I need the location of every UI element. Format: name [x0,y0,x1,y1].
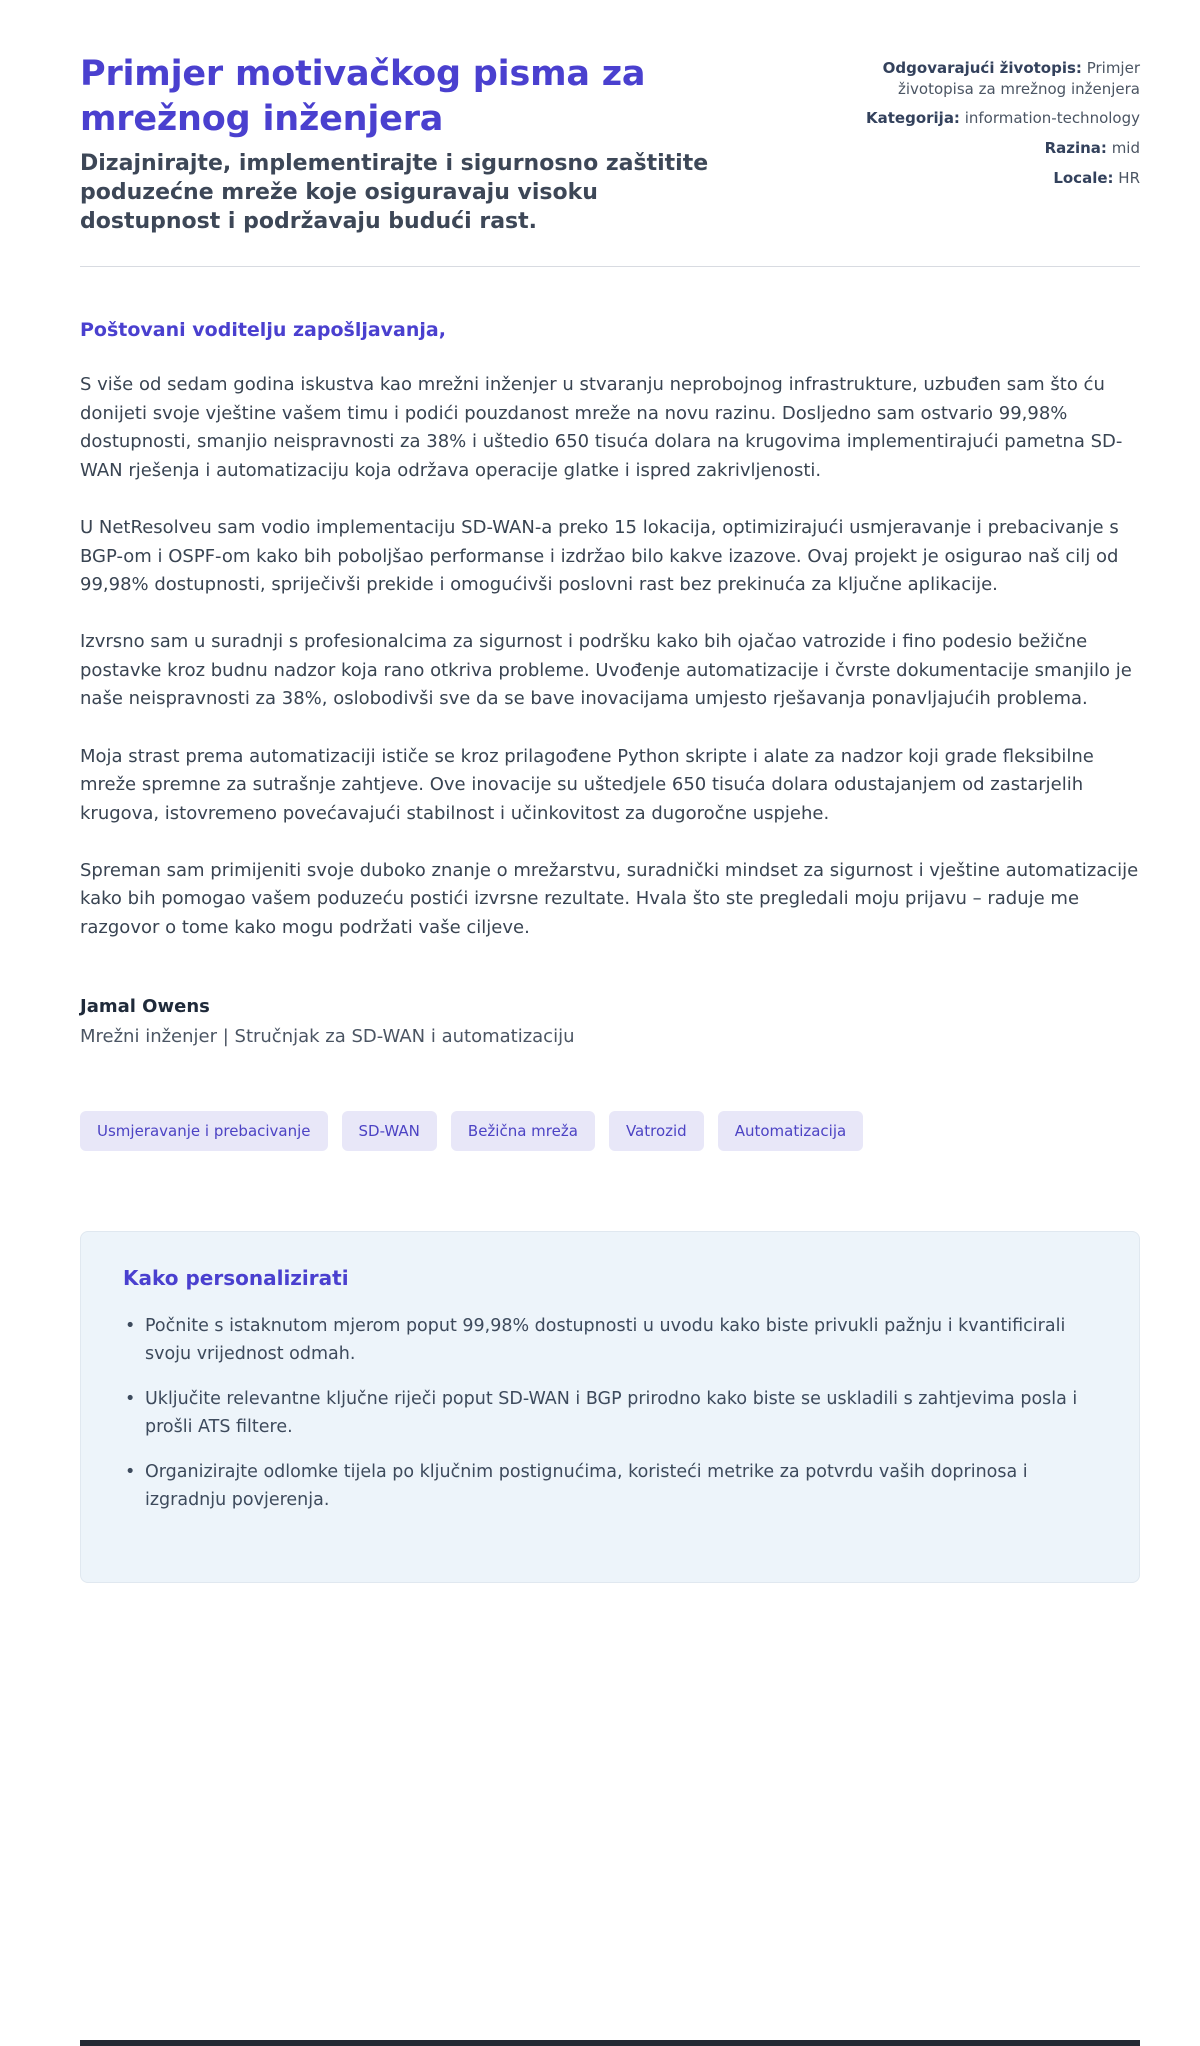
letter-paragraph: S više od sedam godina iskustva kao mrežni inženjer u stvaranju neprobojnog infrastrukture, uzbuđen sam što ću donijeti svoje vještine vašem timu i podići pouzdanost mreže na novu razinu. Dosljedno sam ostvario 99,98% dostupnosti, smanjio neispravnosti za 38% i uštedio 650 tisuća dolara na krugovima implementirajući pametna SD-WAN rješenja i automatizaciju koja održava operacije glatke i ispred zakrivljenosti. [80,374,1123,481]
personalization-tips-box [80,1231,1140,1583]
signature-block [80,996,1140,1047]
meta-panel [840,52,1140,236]
signature-role: Mrežni inženjer | Stručnjak za SD-WAN i automatizaciju [80,1026,575,1048]
tip-item: • Počnite s istaknutom mjerom poput 99,98% dostupnosti u uvodu kako biste privukli pažnju i kvantificirali svoju vrijednost odmah. [105,1312,1085,1368]
page-title: Primjer motivačkog pisma za mrežnog inženjera [80,54,646,139]
meta-value: mid [1111,139,1140,158]
meta-value: HR [1118,168,1140,187]
letter-paragraph: Moja strast prema automatizaciji ističe se kroz prilagođene Python skripte i alate za nadzor koji grade fleksibilne mreže spremne za sutrašnje zahtjeve. Ove inovacije su uštedjele 650 tisuća dolara odustajanjem od zastarjelih krugova, istovremeno povećavajući stabilnost i učinkovitost za dugoročne uspjehe. [80,745,1094,824]
letter-greeting: Poštovani voditelju zapošljavanja, [80,319,446,342]
letter-body [80,319,1140,1047]
skill-tags [80,1111,1140,1151]
signature-name: Jamal Owens [80,996,210,1018]
tag-routing-switching: Usmjeravanje i prebacivanje [80,1111,328,1151]
meta-matching-resume [840,58,1140,99]
page-subtitle: Dizajnirajte, implementirajte i sigurnosno zaštitite poduzećne mreže koje osiguravaju visoku dostupnost i podržavaju budući rast. [80,150,709,235]
meta-locale [840,168,1140,189]
tips-title: Kako personalizirati [123,1266,349,1291]
meta-label: Locale: [1053,168,1114,187]
meta-level [840,138,1140,159]
letter-paragraph: U NetResolveu sam vodio implementaciju SD-WAN-a preko 15 lokacija, optimizirajući usmjeravanje i prebacivanje s BGP-om i OSPF-om kako bih poboljšao performanse i izdržao bilo kakve izazove. Ovaj projekt je osigurao naš cilj od 99,98% dostupnosti, spriječivši prekide i omogućivši poslovni rast bez prekinuća za ključne aplikacije. [80,517,1119,595]
meta-label: Razina: [1044,139,1107,158]
meta-category [840,108,1140,129]
meta-label: Kategorija: [866,109,960,128]
tag-firewall: Vatrozid [609,1111,704,1151]
meta-value: Primjer životopisa za mrežnog inženjera [897,59,1140,98]
tip-item: • Uključite relevantne ključne riječi poput SD-WAN i BGP prirodno kako biste se uskladili s zahtjevima posla i prošli ATS filtere. [105,1385,1085,1441]
footer-top-edge [80,2040,1140,2046]
tag-automation: Automatizacija [718,1111,864,1151]
tip-item: • Organizirajte odlomke tijela po ključnim postignućima, koristeći metrike za potvrdu vaših doprinosa i izgradnju povjerenja. [105,1458,1085,1514]
header [80,52,1140,236]
letter-paragraph: Izvrsno sam u suradnji s profesionalcima za sigurnost i podršku kako bih ojačao vatrozide i fino podesio bežične postavke kroz budnu nadzor koja rano otkriva probleme. Uvođenje automatizacije i čvrste dokumentacije smanjilo je naše neispravnosti za 38%, oslobodivši sve da se bave inovacijama umjesto rješavanja ponavljajućih problema. [80,631,1132,710]
meta-label: Odgovarajući životopis: [882,59,1082,77]
letter-paragraph: Spreman sam primijeniti svoje duboko znanje o mrežarstvu, suradnički mindset za sigurnost i vještine automatizacije kako bih pomogao vašem poduzeću postići izvrsne rezultate. Hvala što ste pregledali moju prijavu – raduje me razgovor o tome kako mogu podržati vaše ciljeve. [80,860,1139,938]
tag-sd-wan: SD-WAN [342,1111,437,1151]
tag-wireless: Bežična mreža [451,1111,595,1151]
meta-value: information-technology [964,109,1140,128]
header-title-block [80,52,730,236]
page-content [80,0,1140,1583]
header-divider [80,266,1140,267]
tips-list [105,1312,1109,1514]
